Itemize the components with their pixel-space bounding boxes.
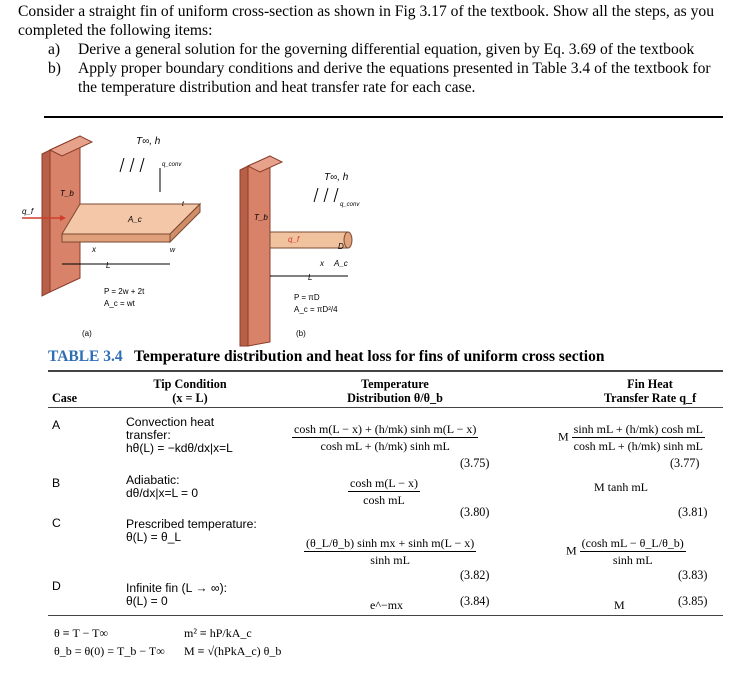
tip-b: [126, 474, 198, 500]
w-label-a: w: [170, 247, 176, 254]
caption-a: (a): [82, 329, 92, 338]
qf-label-a: q_f: [22, 207, 34, 216]
temp-b: [348, 476, 420, 507]
temp-a-den: cosh mL + (h/mk) sinh mL: [320, 439, 450, 453]
ac-label-a: A_c: [128, 215, 142, 224]
caption-b: (b): [296, 329, 306, 338]
footnote-m2: m² ≡ hP/kA_c: [184, 626, 252, 640]
table-number: TABLE 3.4: [48, 348, 123, 365]
header-case: Case: [52, 391, 78, 405]
rate-a-eq: (3.77): [670, 456, 700, 470]
item-text: Derive a general solution for the governing differential equation, given by Eq. 3.69 of the textbook: [78, 41, 695, 58]
footnote-theta-b: θ_b = θ(0) = T_b − T∞: [54, 644, 165, 658]
header-rule: [48, 407, 723, 408]
rate-c: [566, 536, 686, 567]
d-label-b: D: [338, 242, 344, 251]
item-label: a): [48, 41, 61, 58]
rate-a-num: sinh mL + (h/mk) cosh mL: [573, 422, 703, 436]
temp-c-num: (θ_L/θ_b) sinh mx + sinh m(L − x): [306, 536, 475, 550]
tip-c-line2: θ(L) = θ_L: [126, 530, 182, 544]
tip-a-line3: hθ(L) = −kdθ/dx|x=L: [126, 441, 233, 455]
question-item-b: [48, 59, 730, 97]
rate-a: [558, 422, 705, 453]
tip-d-line2: θ(L) = 0: [126, 594, 168, 608]
ac-eq-a: A_c = wt: [104, 299, 135, 308]
header-rate-line2: Transfer Rate q_f: [603, 391, 697, 405]
table-title: [48, 348, 605, 366]
fin-diagram: [20, 128, 360, 346]
tip-d: [126, 582, 227, 608]
tip-a-line1: Convection heat: [126, 415, 215, 429]
rate-d: M: [614, 598, 625, 612]
x-label-b: x: [320, 259, 324, 268]
header-temp: [320, 377, 470, 405]
tip-a-line2: transfer:: [126, 428, 171, 442]
tip-d-line1: Infinite fin (L → ∞):: [126, 581, 228, 595]
l-label-b: L: [308, 273, 313, 282]
tip-a: [126, 416, 233, 455]
temp-d-eq: (3.84): [460, 594, 490, 608]
footnote-M: M ≡ √(hPkA_c) θ_b: [184, 644, 282, 658]
p-eq-a: P = 2w + 2t: [104, 287, 145, 296]
ac-eq-b: A_c = πD²/4: [294, 305, 338, 314]
rate-a-den: cosh mL + (h/mk) sinh mL: [573, 439, 703, 453]
temp-c-den: sinh mL: [370, 553, 410, 567]
question-item-a: [48, 40, 730, 59]
case-a: A: [52, 418, 61, 432]
qconv-label-a: q_conv: [162, 162, 182, 168]
tip-b-line1: Adiabatic:: [126, 473, 180, 487]
temp-b-num: cosh m(L − x): [350, 476, 418, 490]
temp-a-eq: (3.75): [460, 456, 490, 470]
rate-c-pre: M: [566, 543, 577, 558]
divider: [44, 116, 723, 118]
rate-c-eq: (3.83): [678, 568, 708, 582]
table-top-rule: [48, 370, 723, 372]
env-label-a: T∞, h: [136, 136, 161, 147]
convection-arrows-a: [120, 158, 160, 192]
wall-b: [240, 156, 282, 346]
table-caption: Temperature distribution and heat loss for fins of uniform cross section: [134, 348, 605, 365]
table-bottom-rule: [48, 615, 723, 616]
x-label-a: x: [92, 245, 96, 254]
tip-b-line2: dθ/dx|x=L = 0: [126, 486, 199, 500]
fin-figure: [20, 128, 360, 346]
temp-b-eq: (3.80): [460, 505, 490, 519]
case-d: D: [52, 579, 61, 593]
header-tip-line2: (x = L): [172, 391, 208, 405]
l-label-a: L: [106, 261, 111, 270]
item-text: Apply proper boundary conditions and derive the equations presented in Table 3.4 of the textbook for the temperature distribution and heat transfer rate for each case.: [78, 60, 711, 96]
tb-label-a: T_b: [60, 189, 74, 198]
tip-c: [126, 518, 257, 544]
temp-b-den: cosh mL: [363, 493, 405, 507]
temp-c: [304, 536, 476, 567]
temp-a-num: cosh m(L − x) + (h/mk) sinh m(L − x): [294, 422, 477, 436]
header-tip: [120, 377, 260, 405]
rate-d-eq: (3.85): [678, 594, 708, 608]
case-c: C: [52, 516, 61, 530]
header-temp-line2: Distribution θ/θ_b: [347, 391, 443, 405]
rate-c-num: (cosh mL − θ_L/θ_b): [581, 536, 684, 550]
temp-c-eq: (3.82): [460, 568, 490, 582]
question-intro: Consider a straight fin of uniform cross-section as shown in Fig 3.17 of the textbook. Show all the steps, as you completed the following items:: [18, 3, 715, 39]
header-rate: [580, 377, 720, 405]
header-temp-line1: Temperature: [361, 377, 429, 391]
env-label-b: T∞, h: [324, 172, 349, 183]
case-b: B: [52, 476, 61, 490]
question-block: [18, 2, 730, 97]
qconv-label-b: q_conv: [340, 202, 360, 208]
temp-a: [292, 422, 478, 453]
item-label: b): [48, 60, 61, 77]
convection-arrows-b: [314, 188, 338, 202]
qf-label-b: q_f: [288, 235, 300, 244]
tip-c-line1: Prescribed temperature:: [126, 517, 257, 531]
header-rate-line1: Fin Heat: [627, 377, 673, 391]
rate-b-eq: (3.81): [678, 505, 708, 519]
temp-d: e^−mx: [370, 598, 404, 612]
footnote-theta: θ ≡ T − T∞: [54, 626, 109, 640]
rate-a-pre: M: [558, 429, 569, 444]
t-label-a: t: [182, 201, 184, 208]
rate-c-den: sinh mL: [612, 553, 653, 567]
ac-label-b: A_c: [334, 259, 348, 268]
tb-label-b: T_b: [254, 213, 268, 222]
p-eq-b: P = πD: [294, 293, 320, 302]
header-tip-line1: Tip Condition: [153, 377, 227, 391]
rate-b: M tanh mL: [594, 480, 648, 494]
